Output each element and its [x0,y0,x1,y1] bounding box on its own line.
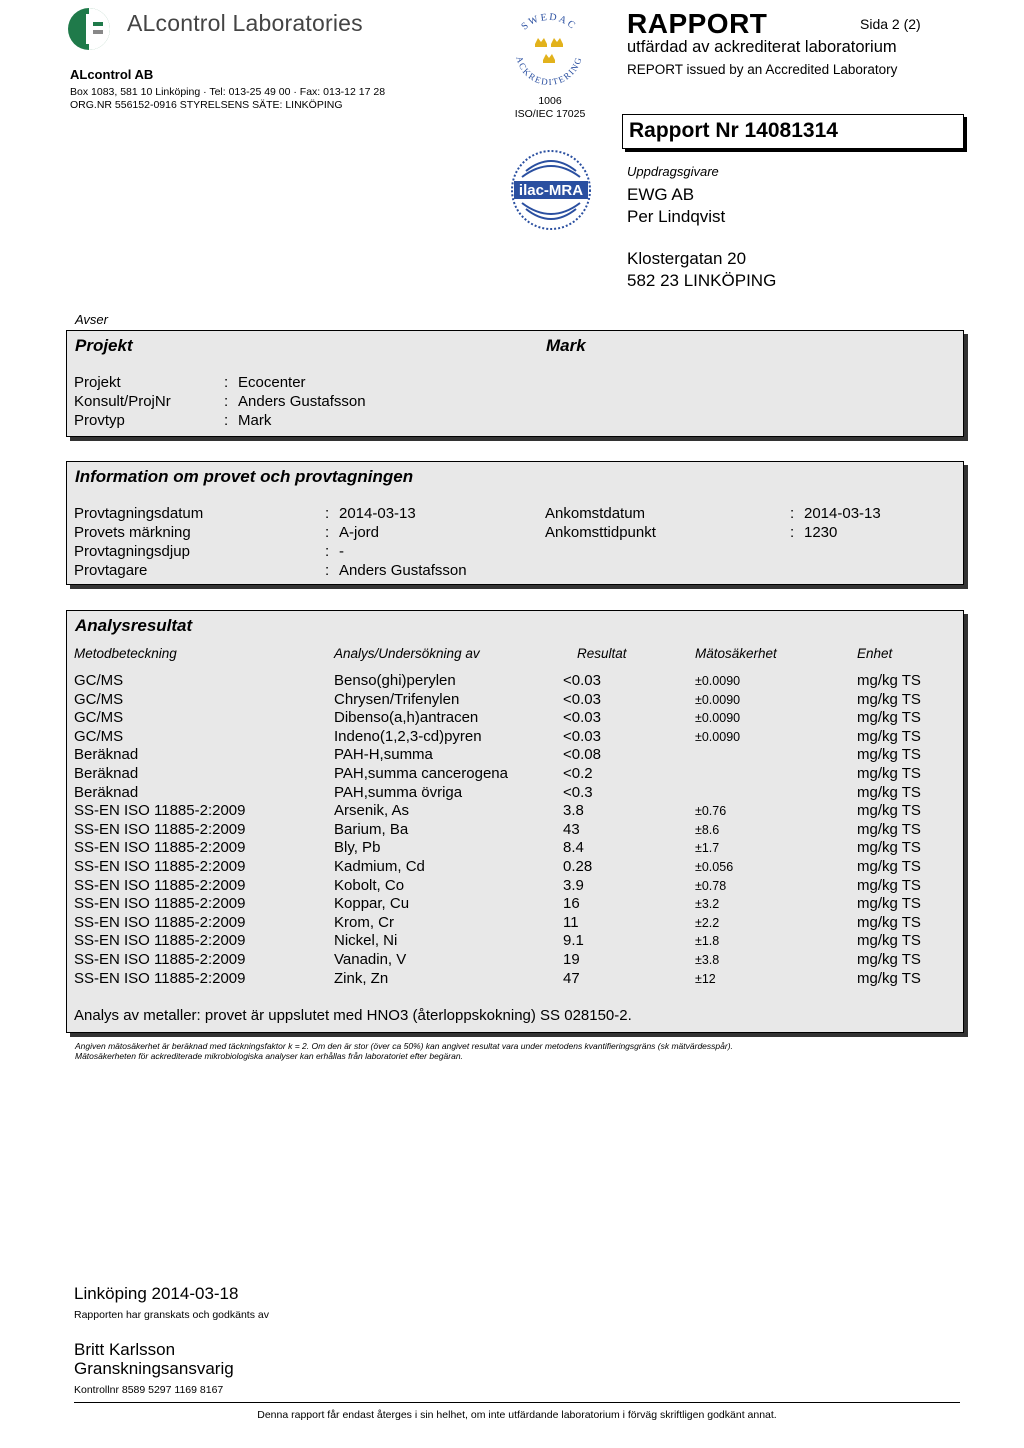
footer-reproduction-note: Denna rapport får endast återges i sin helhet, om inte utfärdande laboratorium i förväg skriftligen godkänt annat. [257,1409,777,1421]
result-uncertainty: ±0.056 [695,860,734,874]
info-row-sep: : [790,505,795,522]
info-row-label: Provets märkning [74,524,191,541]
sample-type-title: Mark [546,336,586,355]
report-subtitle-en: REPORT issued by an Accredited Laboratory [627,62,898,77]
project-box [66,330,964,437]
info-row-sep: : [325,524,330,541]
alcontrol-logo-icon [66,6,112,52]
result-analyte: PAH,summa cancerogena [334,765,508,782]
project-box-title: Projekt [75,336,133,355]
result-unit: mg/kg TS [857,895,921,913]
result-value: 8.4 [563,839,584,857]
client-line: 582 23 LINKÖPING [627,271,777,290]
result-value: 16 [563,895,580,913]
result-value: <0.03 [563,690,601,708]
project-row-sep: : [224,393,229,410]
result-analyte: Koppar, Cu [334,895,410,913]
result-analyte: Krom, Cr [334,913,394,931]
company-address: Box 1083, 581 10 Linköping · Tel: 013-25 49 00 · Fax: 013-12 17 28 [70,86,386,98]
info-row-value: - [339,543,344,560]
result-value: <0.3 [563,783,593,801]
analysis-results-box [66,610,964,1033]
result-value: 19 [563,951,580,968]
result-value: 11 [563,913,579,931]
result-unit: mg/kg TS [857,858,921,875]
result-analyte: Benso(ghi)perylen [334,672,456,689]
column-header-uncertainty: Mätosäkerhet [695,646,777,661]
result-unit: mg/kg TS [857,932,921,950]
report-subtitle-sv: utfärdad av ackrediterat laboratorium [627,38,897,56]
info-row-label: Ankomsttidpunkt [545,524,656,541]
accreditation-standard: ISO/IEC 17025 [514,108,586,120]
client-line: Klostergatan 20 [627,249,747,268]
signer-role: Granskningsansvarig [74,1359,234,1378]
result-unit: mg/kg TS [857,783,921,801]
info-row-label: Ankomstdatum [545,505,646,522]
result-method: SS-EN ISO 11885-2:2009 [74,913,246,931]
approval-statement: Rapporten har granskats och godkänts av [74,1309,269,1321]
footer-divider [74,1402,960,1403]
result-uncertainty: ±2.2 [695,915,720,930]
result-unit: mg/kg TS [857,951,921,968]
result-value: <0.2 [563,765,593,782]
company-org-number: ORG.NR 556152-0916 STYRELSENS SÄTE: LINKÖPING [70,99,343,111]
result-analyte: Arsenik, As [334,802,410,820]
project-row-label: Konsult/ProjNr [74,393,171,410]
signer-name: Britt Karlsson [74,1340,176,1359]
result-uncertainty: ±1.7 [695,841,720,856]
result-uncertainty: ±0.76 [695,804,727,819]
column-header-result: Resultat [577,646,627,661]
result-value: 43 [563,820,580,838]
uncertainty-footnote: Angiven mätosäkerhet är beräknad med täckningsfaktor k = 2. Om den är stor (över ca 50%) kan angivet resultat vara under metodens kvantifieringsgräns (sk mätvärdesspår). [75,1041,733,1051]
result-analyte: Kobolt, Co [334,876,405,894]
result-unit: mg/kg TS [857,765,921,782]
info-row-value: Anders Gustafsson [339,562,467,579]
info-row-label: Provtagningsdatum [74,505,204,522]
project-row-value: Ecocenter [238,374,306,391]
swedac-seal-icon [505,10,593,98]
ilac-mra-logo-icon [510,147,592,233]
avser-label: Avser [75,312,108,327]
project-row-value: Mark [238,412,272,429]
client-label: Uppdragsgivare [627,164,719,179]
info-row-value: 2014-03-13 [339,505,416,522]
svg-text:ACKREDITERING: ACKREDITERING [514,55,584,88]
result-uncertainty: ±12 [695,971,716,986]
result-unit: mg/kg TS [857,672,921,689]
place-and-date: Linköping 2014-03-18 [74,1284,239,1303]
result-analyte: Nickel, Ni [334,932,398,950]
result-unit: mg/kg TS [857,839,921,857]
analysis-results-title: Analysresultat [75,616,193,635]
result-uncertainty: ±3.2 [695,897,720,912]
result-uncertainty: ±0.0090 [695,711,741,726]
client-line: EWG AB [627,185,695,204]
result-method: SS-EN ISO 11885-2:2009 [74,951,246,968]
result-method: SS-EN ISO 11885-2:2009 [74,820,246,838]
result-analyte: PAH-H,summa [334,746,433,764]
column-header-analysis: Analys/Undersökning av [334,646,480,661]
info-row-label: Provtagare [74,562,148,579]
result-unit: mg/kg TS [857,876,921,894]
info-row-value: A-jord [339,524,380,541]
result-unit: mg/kg TS [857,709,921,727]
result-method: SS-EN ISO 11885-2:2009 [74,876,246,894]
result-value: 9.1 [563,932,584,950]
page-number: Sida 2 (2) [860,16,921,32]
result-value: <0.03 [563,672,601,689]
result-uncertainty: ±0.0090 [695,729,741,744]
result-unit: mg/kg TS [857,690,921,708]
result-uncertainty: ±8.6 [695,822,720,837]
result-analyte: Vanadin, V [334,951,407,968]
column-header-method: Metodbeteckning [74,646,177,661]
result-uncertainty: ±0.78 [695,878,727,893]
project-row-sep: : [224,412,229,429]
result-method: Beräknad [74,746,139,764]
result-value: 47 [563,969,580,987]
result-analyte: Indeno(1,2,3-cd)pyren [334,727,482,745]
svg-text:SWEDAC: SWEDAC [519,11,579,33]
info-row-sep: : [325,505,330,522]
result-analyte: Dibenso(a,h)antracen [334,709,479,727]
result-method: SS-EN ISO 11885-2:2009 [74,932,246,950]
result-uncertainty: ±0.0090 [695,692,741,707]
control-number: Kontrollnr 8589 5297 1169 8167 [74,1384,224,1396]
project-row-label: Projekt [74,374,121,391]
result-value: 3.8 [563,802,584,820]
info-row-sep: : [790,524,795,541]
accreditation-number: 1006 [538,95,562,107]
result-analyte: Chrysen/Trifenylen [334,690,460,708]
result-method: SS-EN ISO 11885-2:2009 [74,969,246,987]
result-unit: mg/kg TS [857,820,921,838]
result-method: Beräknad [74,783,139,801]
result-unit: mg/kg TS [857,727,921,745]
result-method: SS-EN ISO 11885-2:2009 [74,839,246,857]
info-row-label: Provtagningsdjup [74,543,190,560]
sample-info-title: Information om provet och provtagningen [75,467,414,486]
result-value: <0.03 [563,727,601,745]
info-row-value: 1230 [804,524,838,541]
project-row-label: Provtyp [74,412,125,429]
result-method: SS-EN ISO 11885-2:2009 [74,895,246,913]
svg-text:ilac-MRA: ilac-MRA [518,182,584,199]
company-name: ALcontrol Laboratories [127,10,363,36]
result-method: GC/MS [74,727,124,745]
result-analyte: Barium, Ba [334,820,409,838]
result-method: GC/MS [74,709,124,727]
project-row-sep: : [224,374,229,391]
project-row-value: Anders Gustafsson [238,393,366,410]
result-method: GC/MS [74,690,124,708]
result-value: 3.9 [563,876,584,894]
result-method: SS-EN ISO 11885-2:2009 [74,858,246,875]
result-method: Beräknad [74,765,139,782]
info-row-sep: : [325,562,330,579]
result-unit: mg/kg TS [857,969,921,987]
sample-info-box [66,461,964,585]
result-value: <0.03 [563,709,601,727]
result-analyte: Zink, Zn [334,969,389,987]
result-analyte: Bly, Pb [334,839,381,857]
result-unit: mg/kg TS [857,802,921,820]
result-uncertainty: ±1.8 [695,934,720,949]
info-row-value: 2014-03-13 [804,505,881,522]
result-unit: mg/kg TS [857,913,921,931]
result-uncertainty: ±0.0090 [695,674,741,688]
result-method: GC/MS [74,672,124,689]
result-unit: mg/kg TS [857,746,921,764]
info-row-sep: : [325,543,330,560]
result-value: <0.08 [563,746,601,764]
report-number: Rapport Nr 14081314 [622,114,964,149]
company-short-name: ALcontrol AB [70,67,154,82]
report-title: RAPPORT [627,8,768,39]
result-uncertainty: ±3.8 [695,953,720,967]
result-analyte: Kadmium, Cd [334,858,425,875]
microbiology-footnote: Mätosäkerheten för ackrediterade mikrobiologiska analyser kan erhållas från laboratoriet efter begäran. [75,1051,463,1061]
column-header-unit: Enhet [857,646,893,661]
result-analyte: PAH,summa övriga [334,783,463,801]
result-value: 0.28 [563,858,593,875]
analysis-note: Analys av metaller: provet är uppslutet med HNO3 (återloppskokning) SS 028150-2. [74,1007,632,1024]
client-line: Per Lindqvist [627,207,726,226]
result-method: SS-EN ISO 11885-2:2009 [74,802,246,820]
